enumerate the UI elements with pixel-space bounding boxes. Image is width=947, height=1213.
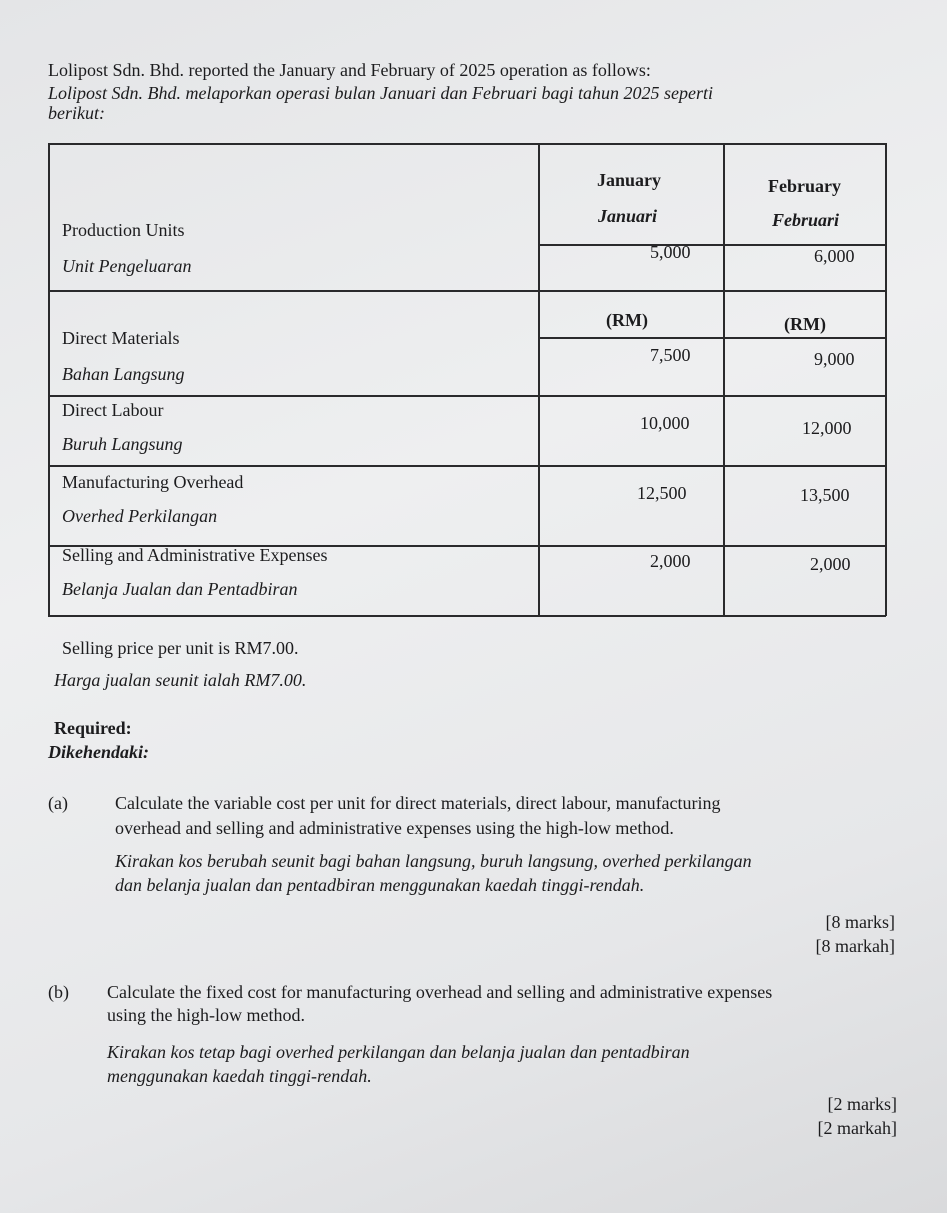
row-label-en: Manufacturing Overhead xyxy=(62,472,244,492)
value-feb: 2,000 xyxy=(810,554,851,574)
table-border xyxy=(48,615,886,617)
selling-price-en: Selling price per unit is RM7.00. xyxy=(62,638,299,658)
required-heading-ms: Dikehendaki: xyxy=(48,742,149,762)
question-text-ms: Kirakan kos berubah seunit bagi bahan langsung, buruh langsung, overhed perkilangan xyxy=(115,851,752,871)
row-divider xyxy=(48,395,886,397)
value-feb: 12,000 xyxy=(802,418,852,438)
row-label-ms: Bahan Langsung xyxy=(62,364,185,384)
question-text-ms: Kirakan kos tetap bagi overhed perkilangan dan belanja jualan dan pentadbiran xyxy=(107,1042,690,1062)
unit-label-feb: (RM) xyxy=(784,314,826,334)
value-jan: 12,500 xyxy=(637,483,687,503)
question-text-en: Calculate the fixed cost for manufacturing overhead and selling and administrative expenses xyxy=(107,982,773,1002)
marks-ms: [8 markah] xyxy=(815,936,895,956)
unit-label-jan: (RM) xyxy=(606,310,648,330)
intro-ms-line1: Lolipost Sdn. Bhd. melaporkan operasi bulan Januari dan Februari bagi tahun 2025 seperti xyxy=(48,83,713,103)
header-februari: Februari xyxy=(772,210,840,230)
question-text-en: Calculate the variable cost per unit for direct materials, direct labour, manufacturing xyxy=(115,793,721,813)
row-label-ms: Unit Pengeluaran xyxy=(62,256,192,276)
value-jan: 10,000 xyxy=(640,413,690,433)
row-label-en: Direct Labour xyxy=(62,400,164,420)
question-label: (b) xyxy=(48,982,69,1002)
value-feb: 9,000 xyxy=(814,349,855,369)
value-feb: 13,500 xyxy=(800,485,850,505)
marks-ms: [2 markah] xyxy=(817,1118,897,1138)
question-label: (a) xyxy=(48,793,68,813)
row-label-ms: Buruh Langsung xyxy=(62,434,183,454)
question-text-ms: menggunakan kaedah tinggi-rendah. xyxy=(107,1066,372,1086)
row-divider xyxy=(538,337,886,339)
header-januari: Januari xyxy=(598,206,658,226)
row-divider xyxy=(48,465,886,467)
row-label-ms: Belanja Jualan dan Pentadbiran xyxy=(62,579,298,599)
row-label-en: Direct Materials xyxy=(62,328,180,348)
marks-en: [8 marks] xyxy=(825,912,895,932)
row-divider xyxy=(48,290,886,292)
intro-ms-line2: berikut: xyxy=(48,103,105,123)
row-label-ms: Overhed Perkilangan xyxy=(62,506,218,526)
header-february: February xyxy=(768,176,841,196)
question-text-en: overhead and selling and administrative expenses using the high-low method. xyxy=(115,818,674,838)
required-heading: Required: xyxy=(54,718,132,738)
value-jan: 7,500 xyxy=(650,345,691,365)
table-border xyxy=(48,143,886,145)
selling-price-ms: Harga jualan seunit ialah RM7.00. xyxy=(54,670,307,690)
value-jan: 2,000 xyxy=(650,551,691,571)
row-label-en: Selling and Administrative Expenses xyxy=(62,545,328,565)
intro-en: Lolipost Sdn. Bhd. reported the January and February of 2025 operation as follows: xyxy=(48,60,651,80)
value-jan: 5,000 xyxy=(650,242,691,262)
marks-en: [2 marks] xyxy=(827,1094,897,1114)
question-text-en: using the high-low method. xyxy=(107,1005,305,1025)
question-text-ms: dan belanja jualan dan pentadbiran menggunakan kaedah tinggi-rendah. xyxy=(115,875,645,895)
value-feb: 6,000 xyxy=(814,246,855,266)
row-label-en: Production Units xyxy=(62,220,185,240)
header-january: January xyxy=(597,170,662,190)
